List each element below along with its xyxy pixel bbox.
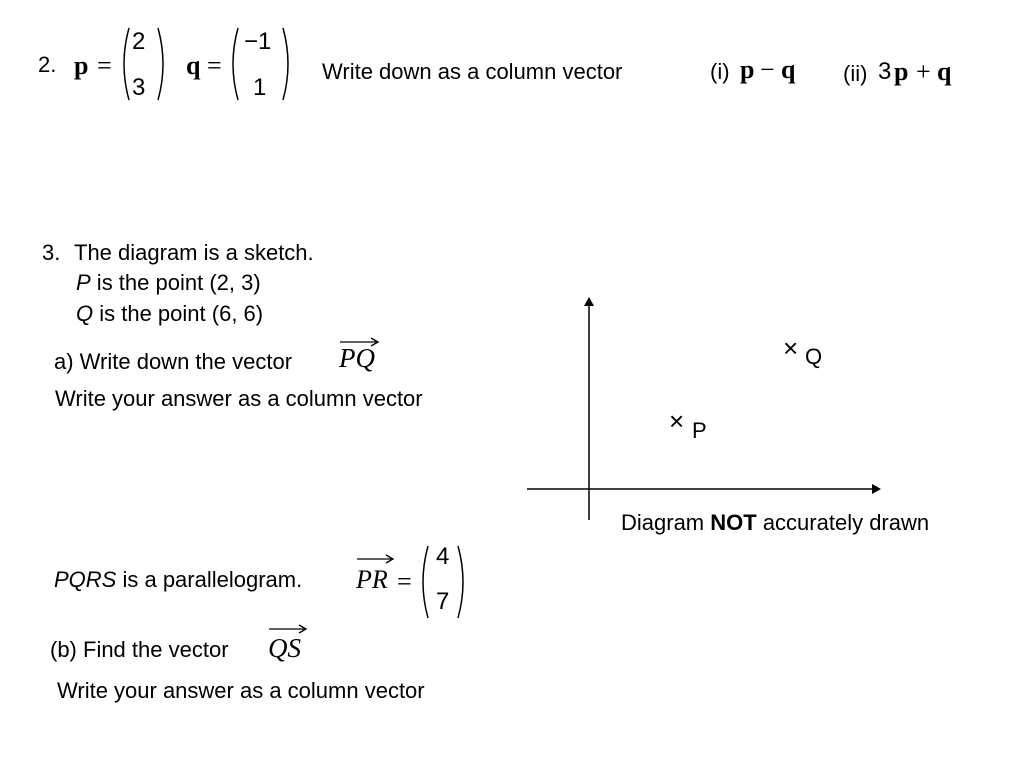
- question-2-number: 2.: [38, 52, 57, 77]
- vector-pq: PQ: [339, 343, 375, 373]
- diagram-caption-before: Diagram: [621, 510, 711, 535]
- part-ii-label: (ii): [843, 61, 868, 86]
- parallelogram-text: is a parallelogram.: [116, 567, 303, 592]
- y-axis: [584, 297, 594, 520]
- part-i-expr-a: p: [740, 55, 755, 84]
- question-3-intro: The diagram is a sketch.: [74, 240, 314, 265]
- p-label: p: [74, 51, 89, 80]
- q-label: q: [186, 51, 201, 80]
- q-equals: =: [207, 51, 222, 80]
- pr-vector-top: 4: [436, 543, 450, 570]
- point-p-line: [76, 270, 261, 296]
- pr-arrow: [357, 555, 393, 563]
- q-vector-bottom: 1: [253, 74, 267, 101]
- pr-equals: =: [397, 567, 412, 596]
- vector-pr: PR: [356, 565, 388, 594]
- question-2-instruction: Write down as a column vector: [322, 59, 623, 84]
- point-q-cross: ×: [783, 333, 799, 363]
- pr-vector-bottom: 7: [436, 588, 450, 615]
- diagram-caption-not: NOT: [710, 510, 757, 535]
- x-axis: [527, 484, 881, 494]
- part-a-text: a) Write down the vector: [54, 349, 293, 374]
- pr-vector-right-bracket: [458, 546, 463, 618]
- diagram-caption: [621, 510, 929, 536]
- q-vector-left-bracket: [233, 28, 238, 100]
- point-q-name: Q: [76, 301, 94, 326]
- diagram-caption-after: accurately drawn: [756, 510, 930, 535]
- parallelogram-name: PQRS: [54, 567, 117, 592]
- point-p-cross: ×: [669, 406, 685, 436]
- part-i-expr-b: q: [781, 55, 796, 84]
- p-equals: =: [97, 51, 112, 80]
- part-i-label: (i): [710, 59, 730, 84]
- diagram-label-p: P: [692, 418, 707, 443]
- vector-qs: QS: [268, 633, 301, 663]
- diagram-label-q: Q: [805, 344, 823, 369]
- point-q-line: [76, 301, 263, 327]
- qs-arrow: [269, 625, 306, 633]
- pr-vector-left-bracket: [423, 546, 428, 618]
- part-b-answer-instruction: Write your answer as a column vector: [57, 678, 425, 703]
- part-ii-expr-a: p: [894, 57, 909, 86]
- q-vector-right-bracket: [283, 28, 288, 100]
- part-i-expr-op: −: [760, 55, 775, 84]
- q-vector-top: −1: [244, 28, 272, 55]
- point-p-text: is the point (2, 3): [90, 270, 261, 295]
- p-vector-bottom: 3: [132, 74, 146, 101]
- point-p-name: P: [76, 270, 91, 295]
- part-ii-expr-op: +: [916, 57, 931, 86]
- question-3-number: 3.: [42, 240, 61, 265]
- p-vector-top: 2: [132, 28, 146, 55]
- p-vector-right-bracket: [158, 28, 163, 100]
- point-q-text: is the point (6, 6): [93, 301, 264, 326]
- part-ii-expr-b: q: [937, 57, 952, 86]
- part-ii-coef: 3: [878, 58, 892, 85]
- p-vector-left-bracket: [124, 28, 129, 100]
- parallelogram-line: [54, 567, 302, 593]
- part-b-text: (b) Find the vector: [50, 637, 229, 662]
- part-a-answer-instruction: Write your answer as a column vector: [55, 386, 423, 411]
